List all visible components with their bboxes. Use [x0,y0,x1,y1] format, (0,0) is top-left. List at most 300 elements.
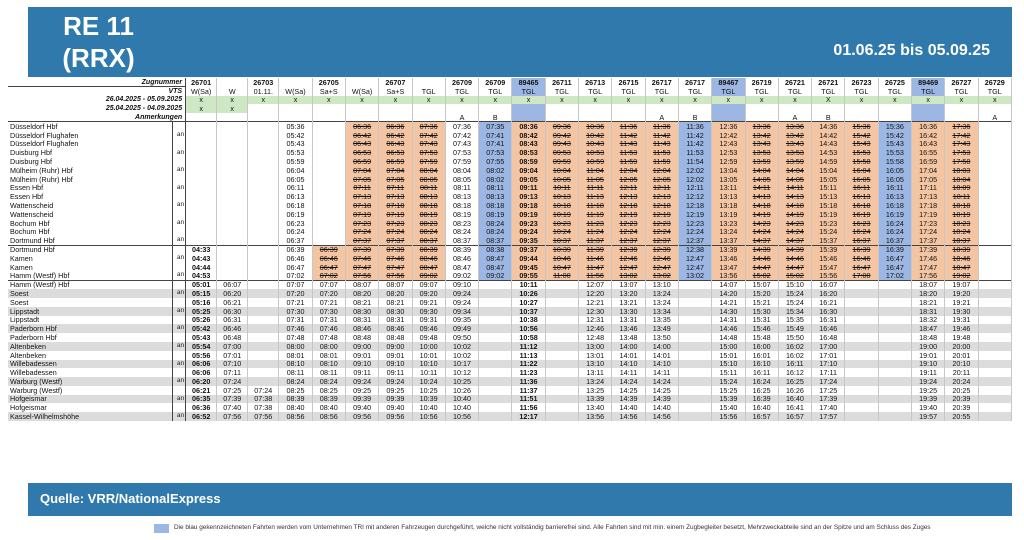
departure-time: 07:18 [345,201,378,210]
arrival-marker: an [172,342,185,351]
line-subtitle: (RRX) [62,43,135,73]
station-row [8,192,1012,201]
departure-time: 11:43 [645,140,678,149]
departure-time: 08:40 [279,403,312,412]
departure-time: 12:23 [612,219,645,228]
departure-time: 08:01 [279,351,312,360]
departure-time [479,395,512,404]
departure-time: 06:31 [217,316,248,325]
departure-time: 14:18 [778,201,811,210]
departure-time: 09:45 [512,263,545,272]
departure-time: 15:48 [745,333,778,342]
departure-time: 08:13 [412,192,445,201]
arrival-marker: an [172,184,185,193]
departure-time [248,289,279,298]
departure-time: 14:39 [745,245,778,254]
departure-time [878,324,911,333]
departure-time: 08:20 [379,289,412,298]
departure-time: 18:18 [945,201,978,210]
departure-time: 09:24 [379,377,412,386]
departure-time: 05:43 [186,333,217,342]
departure-time: 13:25 [579,386,612,395]
header-cell: x [845,96,878,105]
departure-time: 15:56 [712,412,745,421]
departure-time: 08:01 [312,351,345,360]
departure-time: 16:21 [812,298,845,307]
departure-time: 12:37 [612,236,645,245]
departure-time: 16:31 [812,316,845,325]
departure-time: 17:47 [911,263,944,272]
departure-time [248,210,279,219]
header-cell: x [712,96,745,105]
departure-time [312,236,345,245]
departure-time: 06:43 [345,140,378,149]
header-cell: W(Sa) [279,87,312,96]
departure-time: 10:25 [445,377,478,386]
departure-time: 16:12 [778,368,811,377]
departure-time [479,333,512,342]
departure-time: 17:24 [812,377,845,386]
station-row [8,254,1012,263]
header-label: Anmerkungen [8,113,186,122]
departure-time: 07:48 [312,333,345,342]
departure-time: 09:46 [412,324,445,333]
departure-time: 07:00 [217,342,248,351]
departure-time: 06:30 [217,307,248,316]
departure-time: 16:40 [745,403,778,412]
departure-time: 14:53 [812,148,845,157]
departure-time: 06:47 [312,263,345,272]
departure-time [878,316,911,325]
departure-time: 16:24 [878,228,911,237]
departure-time: 14:13 [778,192,811,201]
departure-time [248,333,279,342]
departure-time: 09:37 [512,245,545,254]
departure-time: 09:23 [512,219,545,228]
departure-time [978,210,1011,219]
header-cell: x [248,96,279,105]
departure-time: 13:40 [579,403,612,412]
header-cell: 26711 [545,78,578,87]
header-cell [479,104,512,113]
departure-time: 14:23 [778,219,811,228]
departure-time: 15:04 [812,166,845,175]
departure-time: 14:05 [778,175,811,184]
departure-time: 12:19 [645,210,678,219]
departure-time [978,342,1011,351]
departure-time: 14:24 [778,228,811,237]
header-cell: A [645,113,678,122]
departure-time: 08:46 [445,254,478,263]
departure-time: 09:18 [512,201,545,210]
departure-time: 09:02 [479,272,512,281]
header-cell: TGL [911,87,944,96]
header-cell: x [217,96,248,105]
station-row [8,342,1012,351]
station-name: Warburg (Westf) [8,377,172,386]
header-cell: A [978,113,1011,122]
departure-time: 04:44 [186,263,217,272]
departure-time [978,157,1011,166]
departure-time [312,184,345,193]
departure-time: 05:36 [279,122,312,131]
arrival-marker: an [172,131,185,140]
header-cell: x [579,96,612,105]
departure-time: 16:11 [878,184,911,193]
departure-time: 07:13 [379,192,412,201]
departure-time: 10:25 [412,386,445,395]
station-name: Hofgeismar [8,403,172,412]
departure-time [186,192,217,201]
departure-time: 07:42 [412,131,445,140]
departure-time [479,351,512,360]
departure-time: 15:58 [845,157,878,166]
departure-time [545,395,578,404]
departure-time: 08:31 [379,316,412,325]
departure-time: 14:40 [612,403,645,412]
departure-time: 06:46 [279,254,312,263]
departure-time: 15:36 [878,122,911,131]
departure-time: 16:18 [845,201,878,210]
departure-time: 11:11 [579,184,612,193]
arrival-marker [172,403,185,412]
departure-time: 10:24 [545,228,578,237]
departure-time: 14:19 [778,210,811,219]
departure-time [978,166,1011,175]
departure-time: 10:46 [545,254,578,263]
departure-time [845,386,878,395]
departure-time [545,333,578,342]
departure-time: 05:42 [279,131,312,140]
departure-time: 12:36 [712,122,745,131]
departure-time [978,289,1011,298]
departure-time [978,307,1011,316]
departure-time: 09:24 [445,289,478,298]
header-cell: 26719 [745,78,778,87]
departure-time: 08:11 [279,368,312,377]
departure-time: 12:47 [678,254,711,263]
departure-time: 12:23 [678,219,711,228]
departure-time: 09:39 [345,395,378,404]
departure-time [845,403,878,412]
departure-time: 08:10 [279,360,312,369]
departure-time [217,166,248,175]
departure-time: 19:21 [945,298,978,307]
departure-time: 08:56 [279,412,312,421]
departure-time: 08:47 [479,254,512,263]
departure-time [878,298,911,307]
departure-time: 14:31 [712,316,745,325]
departure-time [217,272,248,281]
departure-time [248,228,279,237]
departure-time: 14:47 [745,263,778,272]
departure-time: 09:35 [445,316,478,325]
departure-time: 13:37 [712,236,745,245]
departure-time [248,157,279,166]
departure-time: 13:42 [745,131,778,140]
departure-time: 11:22 [512,360,545,369]
arrival-marker [172,210,185,219]
departure-time: 08:11 [479,184,512,193]
departure-time: 11:53 [612,148,645,157]
departure-time: 06:39 [279,245,312,254]
departure-time: 20:39 [945,395,978,404]
departure-time: 16:02 [778,351,811,360]
header-row-trains [8,78,1012,87]
departure-time [217,210,248,219]
departure-time [217,122,248,131]
departure-time: 14:00 [645,342,678,351]
station-name: Bochum Hbf [8,228,172,237]
arrival-marker: an [172,166,185,175]
header-cell: 26701 [186,78,217,87]
departure-time: 14:04 [778,166,811,175]
departure-time [248,140,279,149]
header-cell: TGL [612,87,645,96]
departure-time: 10:24 [412,377,445,386]
arrival-marker: an [172,324,185,333]
departure-time [248,351,279,360]
departure-time: 05:15 [186,289,217,298]
departure-time [248,219,279,228]
departure-time: 11:24 [579,228,612,237]
header-cell: 26717 [645,78,678,87]
departure-time: 11:43 [612,140,645,149]
departure-time: 09:02 [412,272,445,281]
departure-time: 09:07 [412,280,445,289]
departure-time: 15:50 [778,333,811,342]
departure-time: 19:25 [911,386,944,395]
station-name: Düsseldorf Hbf [8,122,172,131]
header-cell: 26717 [678,78,711,87]
station-row [8,263,1012,272]
departure-time: 05:25 [186,307,217,316]
header-cell: Sa+S [379,87,412,96]
departure-time [878,368,911,377]
departure-time: 13:56 [712,272,745,281]
departure-time: 20:55 [945,412,978,421]
departure-time: 16:05 [845,175,878,184]
departure-time [479,342,512,351]
departure-time: 10:56 [445,412,478,421]
departure-time [978,201,1011,210]
departure-time: 14:37 [745,236,778,245]
departure-time: 17:25 [812,386,845,395]
departure-time [217,245,248,254]
departure-time: 15:24 [812,228,845,237]
header-cell [911,104,944,113]
header-cell [745,113,778,122]
departure-time: 16:39 [745,395,778,404]
departure-time [878,403,911,412]
header-cell: 26721 [812,78,845,87]
station-row [8,280,1012,289]
departure-time: 13:43 [745,140,778,149]
departure-time: 15:10 [712,360,745,369]
departure-time: 17:04 [911,166,944,175]
station-name: Duisburg Hbf [8,157,172,166]
departure-time: 15:24 [712,377,745,386]
departure-time: 20:39 [945,403,978,412]
header-cell: x [545,96,578,105]
departure-time: 09:10 [445,280,478,289]
departure-time: 06:07 [217,280,248,289]
departure-time [248,316,279,325]
departure-time [878,280,911,289]
departure-time [978,236,1011,245]
header-cell: 89469 [911,78,944,87]
departure-time: 11:53 [678,148,711,157]
arrival-marker [172,263,185,272]
departure-time: 16:37 [845,236,878,245]
departure-time: 07:36 [445,122,478,131]
departure-time: 12:31 [579,316,612,325]
departure-time: 15:02 [778,272,811,281]
departure-time: 10:39 [545,245,578,254]
departure-time: 15:39 [812,245,845,254]
departure-time: 12:47 [645,263,678,272]
departure-time: 12:04 [612,166,645,175]
departure-time: 15:23 [812,219,845,228]
departure-time: 06:21 [186,386,217,395]
header-cell: 89465 [512,78,545,87]
departure-time: 08:11 [412,184,445,193]
departure-time: 14:37 [778,236,811,245]
departure-time: 14:39 [778,245,811,254]
arrival-marker: an [172,272,185,281]
station-name: Paderborn Hbf [8,333,172,342]
departure-time [248,184,279,193]
departure-time: 12:17 [512,412,545,421]
departure-time: 14:01 [645,351,678,360]
departure-time [479,307,512,316]
departure-time: 16:39 [845,245,878,254]
departure-time: 12:47 [612,263,645,272]
departure-time [845,395,878,404]
departure-time: 08:47 [412,263,445,272]
departure-time: 11:18 [579,201,612,210]
station-row [8,148,1012,157]
station-name: Lippstadt [8,307,172,316]
header-cell [812,104,845,113]
departure-time [186,201,217,210]
departure-time: 13:04 [712,166,745,175]
departure-time: 10:11 [412,368,445,377]
departure-time: 08:05 [412,175,445,184]
header-cell: W [217,87,248,96]
departure-time: 13:10 [579,360,612,369]
arrival-marker [172,316,185,325]
departure-time [845,342,878,351]
departure-time: 16:47 [845,263,878,272]
departure-time [878,342,911,351]
departure-time: 11:59 [612,157,645,166]
header-cell [945,113,978,122]
departure-time: 14:11 [645,368,678,377]
station-row [8,395,1012,404]
header-cell: A [778,113,811,122]
departure-time: 14:11 [745,184,778,193]
departure-time: 16:07 [812,280,845,289]
station-name: Kamen [8,254,172,263]
departure-time: 16:04 [845,166,878,175]
departure-time: 12:11 [678,184,711,193]
departure-time: 10:56 [512,324,545,333]
departure-time: 17:40 [812,403,845,412]
departure-time: 14:24 [645,377,678,386]
departure-time [479,289,512,298]
header-cell [312,113,345,122]
header-cell [345,78,378,87]
departure-time: 08:25 [312,386,345,395]
departure-time: 09:50 [445,333,478,342]
departure-time: 05:59 [279,157,312,166]
departure-time: 16:59 [911,157,944,166]
departure-time: 11:36 [612,122,645,131]
departure-time [312,157,345,166]
departure-time: 15:24 [778,289,811,298]
departure-time: 08:13 [445,192,478,201]
header-cell: 26715 [612,78,645,87]
departure-time: 07:24 [379,228,412,237]
departure-time [217,254,248,263]
departure-time: 11:36 [512,377,545,386]
departure-time: 16:24 [745,377,778,386]
departure-time: 12:39 [612,245,645,254]
departure-time: 15:36 [845,122,878,131]
departure-time [978,140,1011,149]
departure-time: 16:11 [778,360,811,369]
departure-time [217,157,248,166]
departure-time: 12:59 [712,157,745,166]
departure-time: 10:59 [579,157,612,166]
departure-time: 06:59 [345,157,378,166]
departure-time: 09:42 [545,131,578,140]
departure-time: 13:05 [712,175,745,184]
header-cell [978,104,1011,113]
departure-time: 16:25 [778,377,811,386]
header-cell [945,104,978,113]
header-cell [345,113,378,122]
departure-time: 12:37 [678,236,711,245]
departure-time [878,386,911,395]
departure-time: 10:38 [512,316,545,325]
departure-time: 07:19 [379,210,412,219]
departure-time: 09:04 [512,166,545,175]
departure-time: 14:10 [612,360,645,369]
departure-time [978,272,1011,281]
departure-time: 15:46 [812,254,845,263]
departure-time: 08:19 [445,210,478,219]
departure-time: 11:54 [678,157,711,166]
departure-time: 07:24 [345,228,378,237]
departure-time: 13:56 [579,412,612,421]
departure-time [248,377,279,386]
departure-time: 13:23 [712,219,745,228]
departure-time: 07:37 [345,236,378,245]
station-name: Wattenscheid [8,210,172,219]
departure-time: 08:23 [412,219,445,228]
departure-time: 13:20 [612,289,645,298]
departure-time: 16:00 [745,342,778,351]
departure-time: 14:10 [645,360,678,369]
header-cell: x [312,96,345,105]
departure-time: 14:11 [778,184,811,193]
departure-time: 12:19 [678,210,711,219]
departure-time [845,412,878,421]
departure-time: 08:37 [479,236,512,245]
departure-time: 08:10 [312,360,345,369]
